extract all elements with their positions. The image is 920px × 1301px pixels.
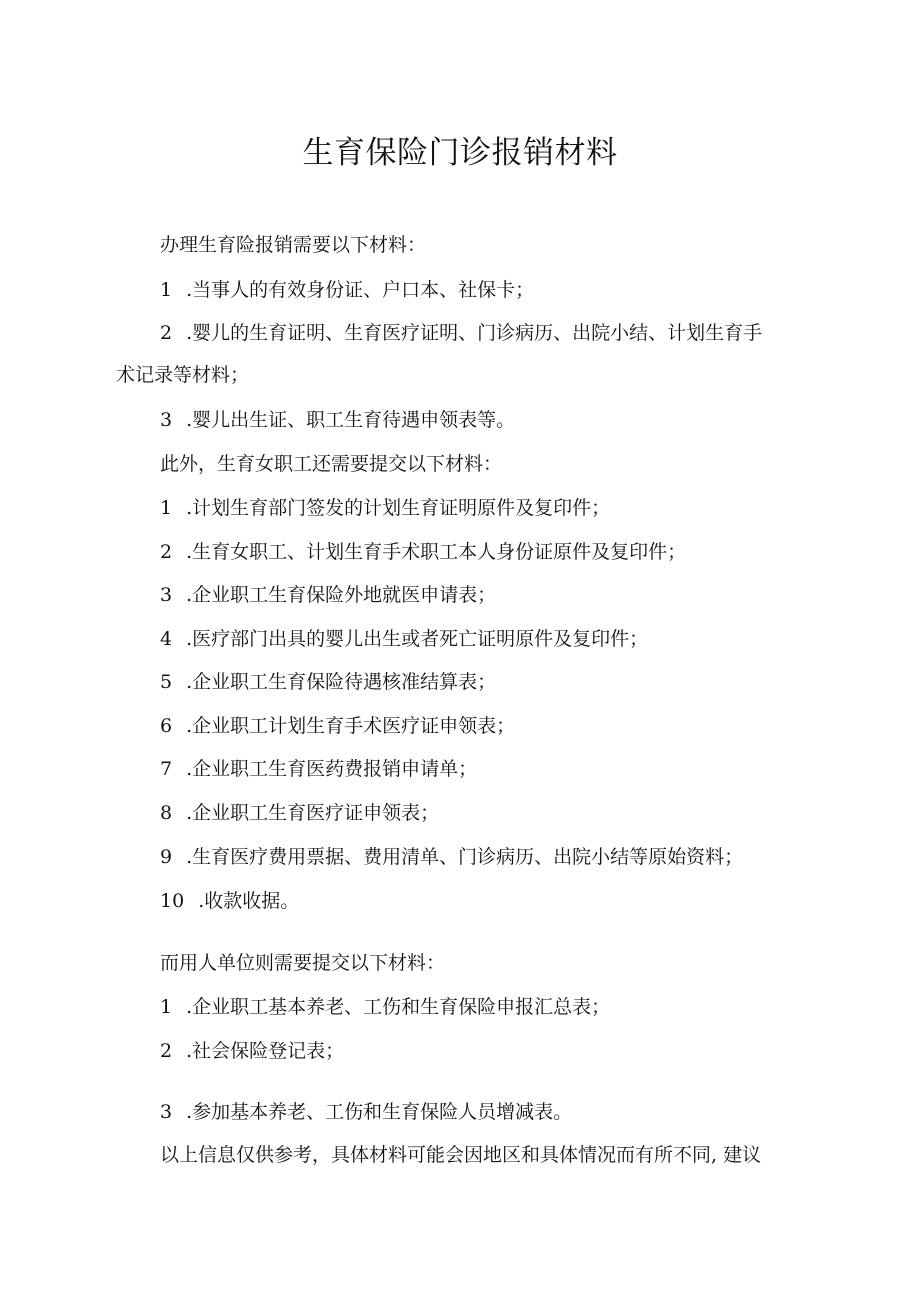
list-number: 8 <box>160 802 173 824</box>
closing-paragraph: 以上信息仅供参考，具体材料可能会因地区和具体情况而有所不同, 建议 <box>160 1144 762 1166</box>
section-heading: 此外，生育女职工还需要提交以下材料： <box>160 453 503 475</box>
list-text: .医疗部门出具的婴儿出生或者死亡证明原件及复印件； <box>186 628 649 650</box>
list-item <box>160 278 534 302</box>
list-number: 5 <box>160 671 173 693</box>
list-text: .企业职工基本养老、工伤和生育保险申报汇总表； <box>186 996 611 1018</box>
list-text: .收款收据。 <box>198 890 300 912</box>
list-number: 6 <box>160 715 173 737</box>
list-number: 2 <box>160 1040 173 1062</box>
list-number: 7 <box>160 758 173 780</box>
section-heading: 而用人单位则需要提交以下材料： <box>160 952 446 974</box>
list-text: .生育医疗费用票据、费用清单、门诊病历、出院小结等原始资料； <box>186 846 744 868</box>
list-text: .参加基本养老、工伤和生育保险人员增减表。 <box>186 1101 573 1123</box>
list-text: .生育女职工、计划生育手术职工本人身份证原件及复印件； <box>186 541 687 563</box>
list-number: 3 <box>160 1101 173 1123</box>
list-text: .企业职工生育医疗证申领表； <box>186 802 440 824</box>
list-item <box>160 583 496 607</box>
intro-paragraph: 办理生育险报销需要以下材料： <box>160 234 427 256</box>
list-item <box>160 627 648 651</box>
list-number: 4 <box>160 628 173 650</box>
list-number: 2 <box>160 541 173 563</box>
list-item <box>160 540 686 564</box>
list-text: .企业职工生育医药费报销申请单； <box>186 758 478 780</box>
list-item-continuation: 术记录等材料； <box>116 364 250 386</box>
list-number: 10 <box>160 890 185 912</box>
list-item <box>160 496 610 520</box>
list-number: 1 <box>160 497 173 519</box>
list-item <box>160 801 439 825</box>
list-number: 9 <box>160 846 173 868</box>
list-number: 1 <box>160 996 173 1018</box>
list-text: .企业职工计划生育手术医疗证申领表； <box>186 715 516 737</box>
list-item <box>160 670 496 694</box>
document-title: 生育保险门诊报销材料 <box>302 135 618 171</box>
list-text: .婴儿的生育证明、生育医疗证明、门诊病历、出院小结、计划生育手 <box>186 322 763 344</box>
list-text: .婴儿出生证、职工生育待遇申领表等。 <box>186 409 516 431</box>
list-text: .当事人的有效身份证、户口本、社保卡； <box>186 279 535 301</box>
list-item <box>160 408 515 432</box>
list-number: 3 <box>160 409 173 431</box>
list-item <box>160 995 610 1019</box>
list-text: .企业职工生育保险待遇核准结算表； <box>186 671 497 693</box>
list-item <box>160 714 515 738</box>
list-text: .社会保险登记表； <box>186 1040 345 1062</box>
list-item <box>160 321 762 345</box>
list-text: .企业职工生育保险外地就医申请表； <box>186 584 497 606</box>
list-number: 3 <box>160 584 173 606</box>
list-number: 1 <box>160 279 173 301</box>
list-item <box>160 845 743 869</box>
list-text: .计划生育部门签发的计划生育证明原件及复印件； <box>186 497 611 519</box>
list-item <box>160 889 299 913</box>
list-item <box>160 757 477 781</box>
list-number: 2 <box>160 322 173 344</box>
list-item <box>160 1039 344 1063</box>
list-item <box>160 1100 572 1124</box>
